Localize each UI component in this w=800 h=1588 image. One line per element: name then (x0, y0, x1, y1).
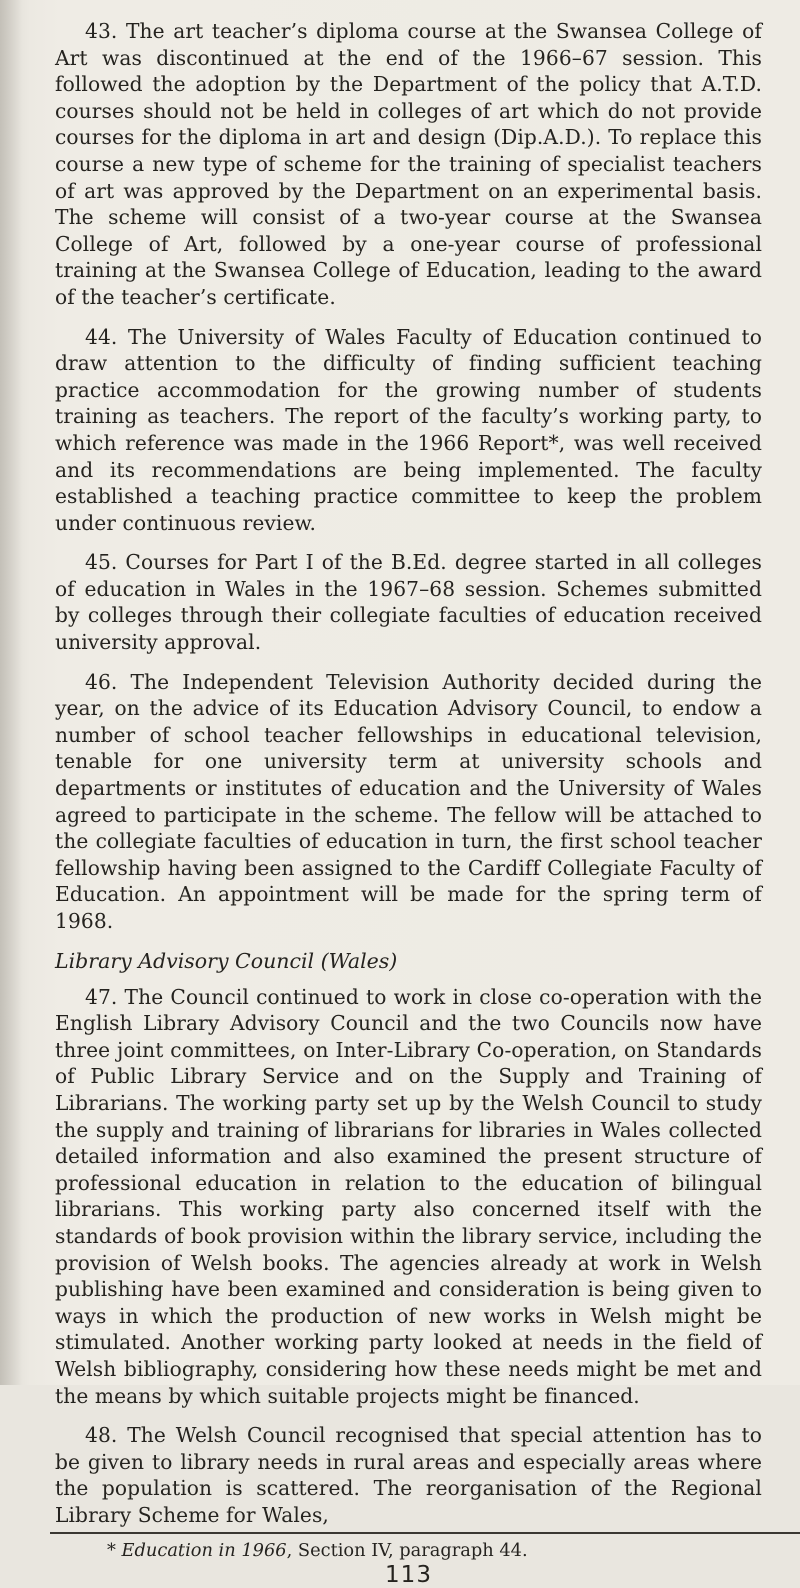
page-number: 113 (385, 1562, 432, 1588)
footnote-reference: , Section IV, paragraph 44. (286, 1540, 528, 1562)
paragraph-47: 47. The Council continued to work in close co-operation with the English Library Advisory Council and the two Councils now have three joint committees, on Inter-Library Co-operation, on Standards of Public Library Service and on the Supply and Training of Librarians. The working party set up by the Welsh Council to study the supply and training of librarians for libraries in Wales collected detailed information and also examined the present structure of professional education in relation to the education of bilingual librarians. This working party also concerned itself with the standards of book provision within the library service, including the provision of Welsh books. The agencies already at work in Welsh publishing have been examined and consideration is being given to ways in which the production of new works in Welsh might be stimulated. Another working party looked at needs in the field of Welsh bibliography, considering how these needs might be met and the means by which suitable projects might be financed. (55, 984, 762, 1408)
footnote-divider (50, 1532, 800, 1534)
section-heading: Library Advisory Council (Wales) (55, 948, 398, 973)
paragraph-46: 46. The Independent Television Authority decided during the year, on the advice of its Education Advisory Council, to endow a number of school teacher fellowships in educational television, tenable for one university term at university schools and departments or institutes of education and the University of Wales agreed to participate in the scheme. The fellow will be attached to the collegiate faculties of education in turn, the first school teacher fellowship having been assigned to the Cardiff Collegiate Faculty of Education. An appointment will be made for the spring term of 1968. (55, 669, 762, 933)
paragraph-44: 44. The University of Wales Faculty of Education continued to draw attention to the difficulty of finding sufficient teaching practice accommodation for the growing number of students training as teachers. The report of the faculty’s working party, to which reference was made in the 1966 Report*, was well received and its recommendations are being implemented. The faculty established a teaching practice committee to keep the problem under continuous review. (55, 324, 762, 535)
footnote (107, 1540, 762, 1562)
paragraph-43: 43. The art teacher’s diploma course at the Swansea College of Art was discontinued at the end of the 1966–67 session. This followed the adoption by the Department of the policy that A.T.D. courses should not be held in colleges of art which do not provide courses for the diploma in art and design (Dip.A.D.). To replace this course a new type of scheme for the training of specialist teachers of art was approved by the Department on an experimental basis. The scheme will consist of a two-year course at the Swansea College of Art, followed by a one-year course of professional training at the Swansea College of Education, leading to the award of the teacher’s certificate. (55, 19, 762, 309)
footnote-work-title: Education in 1966 (121, 1540, 287, 1562)
paragraph-45: 45. Courses for Part I of the B.Ed. degree started in all colleges of education in Wales in the 1967–68 session. Schemes submitted by colleges through their collegiate faculties of education received university approval. (55, 550, 762, 655)
scan-shadow-edge (0, 0, 22, 1385)
paragraph-48: 48. The Welsh Council recognised that special attention has to be given to library needs in rural areas and especially areas where the population is scattered. The reorganisation of the Regional Library Scheme for Wales, (55, 1423, 762, 1527)
footnote-marker: * (107, 1540, 122, 1562)
